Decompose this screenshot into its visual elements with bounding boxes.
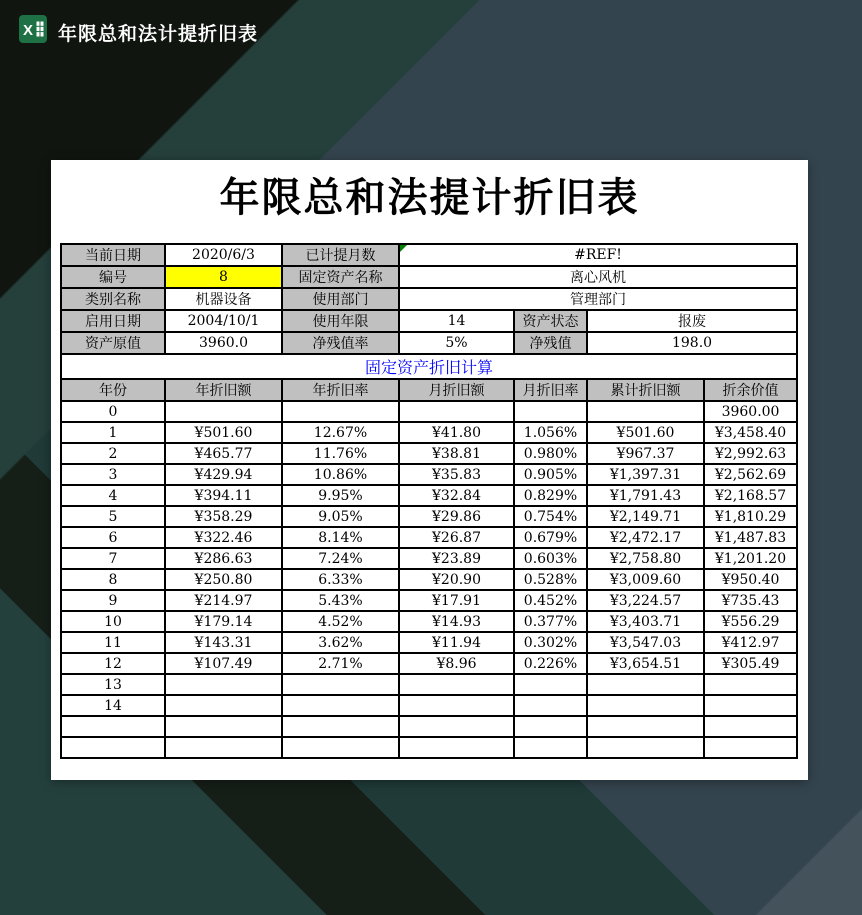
table-cell[interactable]: 4	[61, 485, 165, 506]
info-value-current-date[interactable]: 2020/6/3	[165, 244, 282, 266]
info-label-original-value[interactable]: 资产原值	[61, 332, 165, 354]
table-cell[interactable]: ¥2,149.71	[587, 506, 704, 527]
table-row	[61, 485, 797, 506]
table-cell[interactable]: 10.86%	[282, 464, 399, 485]
table-cell[interactable]	[587, 674, 704, 695]
info-value-residual-rate[interactable]: 5%	[399, 332, 514, 354]
table-cell[interactable]: ¥950.40	[704, 569, 797, 590]
table-cell[interactable]: 11	[61, 632, 165, 653]
table-cell[interactable]: ¥2,758.80	[587, 548, 704, 569]
table-cell[interactable]	[165, 401, 282, 422]
info-value-residual-value[interactable]: 198.0	[587, 332, 797, 354]
table-cell[interactable]: 3.62%	[282, 632, 399, 653]
table-cell[interactable]: 5	[61, 506, 165, 527]
table-cell[interactable]: 3960.00	[704, 401, 797, 422]
table-row	[61, 674, 797, 695]
table-cell[interactable]: ¥14.93	[399, 611, 514, 632]
table-cell[interactable]: 5.43%	[282, 590, 399, 611]
table-cell[interactable]: 6	[61, 527, 165, 548]
table-cell[interactable]: 0.528%	[514, 569, 587, 590]
table-cell[interactable]: ¥179.14	[165, 611, 282, 632]
table-cell[interactable]: ¥23.89	[399, 548, 514, 569]
table-row	[61, 695, 797, 716]
info-value-months-accrued[interactable]	[399, 244, 797, 266]
table-cell[interactable]: ¥41.80	[399, 422, 514, 443]
title-bar	[0, 0, 862, 58]
table-cell[interactable]	[514, 716, 587, 737]
col-header-year[interactable]: 年份	[61, 379, 165, 401]
table-cell[interactable]: 0.829%	[514, 485, 587, 506]
table-cell[interactable]: ¥412.97	[704, 632, 797, 653]
table-cell[interactable]: ¥29.86	[399, 506, 514, 527]
table-row	[61, 716, 797, 737]
table-row	[61, 548, 797, 569]
table-cell[interactable]: ¥1,487.83	[704, 527, 797, 548]
table-cell[interactable]: ¥501.60	[165, 422, 282, 443]
info-label-useful-life[interactable]: 使用年限	[282, 310, 399, 332]
info-label-current-date[interactable]: 当前日期	[61, 244, 165, 266]
table-cell[interactable]: 2	[61, 443, 165, 464]
table-cell[interactable]: 0.754%	[514, 506, 587, 527]
table-cell[interactable]: ¥967.37	[587, 443, 704, 464]
table-cell[interactable]: 8	[61, 569, 165, 590]
table-cell[interactable]	[61, 716, 165, 737]
table-cell[interactable]: ¥20.90	[399, 569, 514, 590]
info-row	[61, 332, 797, 354]
info-value-department[interactable]: 管理部门	[399, 288, 797, 310]
table-row	[61, 611, 797, 632]
table-cell[interactable]: ¥3,458.40	[704, 422, 797, 443]
info-label-department[interactable]: 使用部门	[282, 288, 399, 310]
table-cell[interactable]: ¥38.81	[399, 443, 514, 464]
depreciation-sheet	[60, 243, 798, 759]
info-label-start-date[interactable]: 启用日期	[61, 310, 165, 332]
table-cell[interactable]	[399, 401, 514, 422]
excel-icon	[19, 15, 47, 43]
info-label-category[interactable]: 类别名称	[61, 288, 165, 310]
table-row	[61, 632, 797, 653]
table-cell[interactable]	[587, 401, 704, 422]
table-cell[interactable]	[399, 716, 514, 737]
table-cell[interactable]: ¥394.11	[165, 485, 282, 506]
table-cell[interactable]	[165, 674, 282, 695]
table-cell[interactable]: ¥3,224.57	[587, 590, 704, 611]
table-cell[interactable]	[704, 737, 797, 758]
table-cell[interactable]: ¥107.49	[165, 653, 282, 674]
table-cell[interactable]	[514, 674, 587, 695]
table-row	[61, 506, 797, 527]
table-header-row	[61, 379, 797, 401]
table-cell[interactable]: ¥26.87	[399, 527, 514, 548]
table-cell[interactable]	[165, 716, 282, 737]
table-cell[interactable]: 0.452%	[514, 590, 587, 611]
table-cell[interactable]: 11.76%	[282, 443, 399, 464]
table-cell[interactable]: ¥429.94	[165, 464, 282, 485]
table-cell[interactable]: 0.226%	[514, 653, 587, 674]
table-cell[interactable]: ¥2,992.63	[704, 443, 797, 464]
table-cell[interactable]: ¥286.63	[165, 548, 282, 569]
info-label-asset-status[interactable]: 资产状态	[514, 310, 587, 332]
table-cell[interactable]: ¥305.49	[704, 653, 797, 674]
svg-text:X: X	[22, 22, 34, 39]
table-cell[interactable]	[165, 737, 282, 758]
table-cell[interactable]	[704, 716, 797, 737]
table-row	[61, 464, 797, 485]
col-header-monthly-depreciation[interactable]: 月折旧额	[399, 379, 514, 401]
col-header-remaining-value[interactable]: 折余价值	[704, 379, 797, 401]
col-header-accumulated-depreciation[interactable]: 累计折旧额	[587, 379, 704, 401]
table-cell[interactable]: 12	[61, 653, 165, 674]
table-cell[interactable]	[165, 695, 282, 716]
info-value-start-date[interactable]: 2004/10/1	[165, 310, 282, 332]
table-cell[interactable]	[587, 695, 704, 716]
table-cell[interactable]: 0.679%	[514, 527, 587, 548]
info-row	[61, 288, 797, 310]
depreciation-table-body	[61, 401, 797, 758]
table-cell[interactable]: 0.377%	[514, 611, 587, 632]
table-cell[interactable]	[587, 716, 704, 737]
table-row	[61, 401, 797, 422]
table-cell[interactable]: ¥3,009.60	[587, 569, 704, 590]
table-cell[interactable]	[399, 695, 514, 716]
table-cell[interactable]: ¥17.91	[399, 590, 514, 611]
table-cell[interactable]	[282, 716, 399, 737]
col-header-monthly-rate[interactable]: 月折旧率	[514, 379, 587, 401]
error-value-text: #REF!	[574, 247, 622, 263]
table-row	[61, 590, 797, 611]
table-row	[61, 569, 797, 590]
table-cell[interactable]: ¥2,562.69	[704, 464, 797, 485]
table-cell[interactable]	[399, 737, 514, 758]
table-cell[interactable]: ¥556.29	[704, 611, 797, 632]
table-cell[interactable]	[514, 401, 587, 422]
info-value-number[interactable]: 8	[165, 266, 282, 288]
table-cell[interactable]: ¥11.94	[399, 632, 514, 653]
table-cell[interactable]: ¥501.60	[587, 422, 704, 443]
table-row	[61, 653, 797, 674]
table-cell[interactable]: 12.67%	[282, 422, 399, 443]
info-value-original-value[interactable]: 3960.0	[165, 332, 282, 354]
table-cell[interactable]	[282, 401, 399, 422]
table-cell[interactable]: 1	[61, 422, 165, 443]
table-cell[interactable]: ¥3,547.03	[587, 632, 704, 653]
table-cell[interactable]: ¥1,810.29	[704, 506, 797, 527]
table-cell[interactable]: 2.71%	[282, 653, 399, 674]
sheet-title: 年限总和法提计折旧表	[219, 174, 640, 221]
table-cell[interactable]: ¥2,472.17	[587, 527, 704, 548]
table-cell[interactable]: 7.24%	[282, 548, 399, 569]
table-row	[61, 527, 797, 548]
info-label-residual-rate[interactable]: 净残值率	[282, 332, 399, 354]
table-cell[interactable]	[61, 737, 165, 758]
table-cell[interactable]: ¥35.83	[399, 464, 514, 485]
table-cell[interactable]: ¥735.43	[704, 590, 797, 611]
table-cell[interactable]	[514, 695, 587, 716]
table-cell[interactable]: ¥8.96	[399, 653, 514, 674]
table-cell[interactable]: ¥358.29	[165, 506, 282, 527]
table-cell[interactable]: ¥214.97	[165, 590, 282, 611]
table-cell[interactable]	[282, 737, 399, 758]
info-label-number[interactable]: 编号	[61, 266, 165, 288]
table-cell[interactable]	[704, 695, 797, 716]
table-cell[interactable]: 13	[61, 674, 165, 695]
table-cell[interactable]: 8.14%	[282, 527, 399, 548]
table-cell[interactable]: ¥250.80	[165, 569, 282, 590]
table-cell[interactable]: 9.05%	[282, 506, 399, 527]
table-cell[interactable]	[282, 695, 399, 716]
table-row	[61, 443, 797, 464]
spreadsheet-card	[51, 160, 808, 780]
table-cell[interactable]: ¥2,168.57	[704, 485, 797, 506]
info-row	[61, 310, 797, 332]
table-cell[interactable]: ¥3,654.51	[587, 653, 704, 674]
table-cell[interactable]: 3	[61, 464, 165, 485]
table-cell[interactable]: 10	[61, 611, 165, 632]
table-cell[interactable]	[587, 737, 704, 758]
info-value-category[interactable]: 机器设备	[165, 288, 282, 310]
table-cell[interactable]: 0.302%	[514, 632, 587, 653]
table-cell[interactable]: 6.33%	[282, 569, 399, 590]
table-cell[interactable]: ¥143.31	[165, 632, 282, 653]
info-label-asset-name[interactable]: 固定资产名称	[282, 266, 399, 288]
info-row	[61, 244, 797, 266]
table-cell[interactable]	[514, 737, 587, 758]
table-cell[interactable]: ¥1,201.20	[704, 548, 797, 569]
table-cell[interactable]: 7	[61, 548, 165, 569]
table-cell[interactable]	[704, 674, 797, 695]
col-header-annual-depreciation[interactable]: 年折旧额	[165, 379, 282, 401]
window-title: 年限总和法计提折旧表	[58, 24, 259, 45]
info-row	[61, 266, 797, 288]
table-cell[interactable]: 0	[61, 401, 165, 422]
table-cell[interactable]: 0.905%	[514, 464, 587, 485]
info-label-months-accrued[interactable]: 已计提月数	[282, 244, 399, 266]
table-cell[interactable]: 9.95%	[282, 485, 399, 506]
table-row	[61, 422, 797, 443]
table-cell[interactable]: ¥3,403.71	[587, 611, 704, 632]
col-header-annual-rate[interactable]: 年折旧率	[282, 379, 399, 401]
info-label-residual-value[interactable]: 净残值	[514, 332, 587, 354]
table-cell[interactable]: 9	[61, 590, 165, 611]
section-title-row	[61, 354, 797, 379]
info-value-asset-name[interactable]: 离心风机	[399, 266, 797, 288]
table-cell[interactable]: ¥32.84	[399, 485, 514, 506]
table-cell[interactable]: 0.980%	[514, 443, 587, 464]
info-value-asset-status[interactable]: 报废	[587, 310, 797, 332]
table-cell[interactable]: ¥1,791.43	[587, 485, 704, 506]
section-title: 固定资产折旧计算	[61, 354, 797, 379]
table-cell[interactable]: 14	[61, 695, 165, 716]
table-cell[interactable]: ¥1,397.31	[587, 464, 704, 485]
error-indicator-triangle	[400, 245, 407, 252]
table-row	[61, 737, 797, 758]
table-cell[interactable]	[282, 674, 399, 695]
table-cell[interactable]: ¥465.77	[165, 443, 282, 464]
table-cell[interactable]	[399, 674, 514, 695]
table-cell[interactable]: 4.52%	[282, 611, 399, 632]
info-value-useful-life[interactable]: 14	[399, 310, 514, 332]
table-cell[interactable]: ¥322.46	[165, 527, 282, 548]
table-cell[interactable]: 0.603%	[514, 548, 587, 569]
table-cell[interactable]: 1.056%	[514, 422, 587, 443]
